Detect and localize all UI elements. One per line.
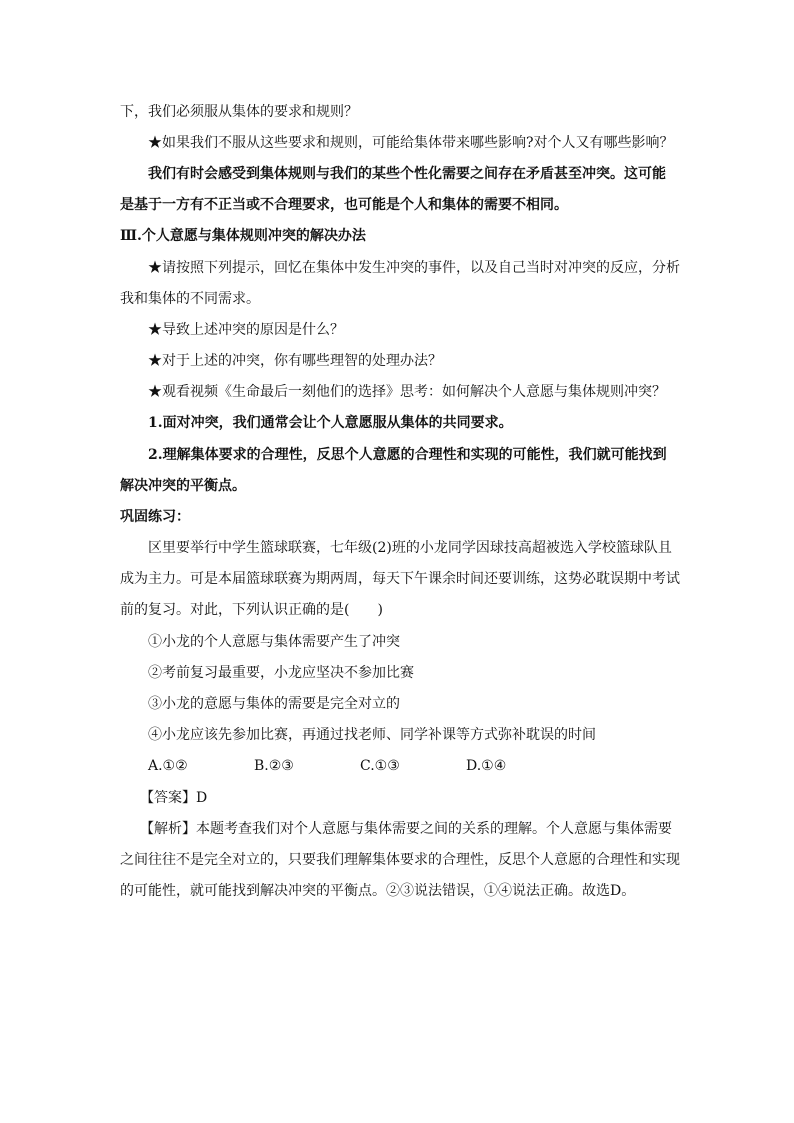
question-stem: 前的复习。对此，下列认识正确的是( ) bbox=[120, 602, 383, 618]
analysis-line: 【解析】本题考查我们对个人意愿与集体需要之间的关系的理解。个人意愿与集体需要 bbox=[140, 821, 672, 837]
question-line: ★请按照下列提示，回忆在集体中发生冲突的事件，以及自己当时对冲突的反应，分析 bbox=[148, 260, 680, 276]
paragraph-line: 下，我们必须服从集体的要求和规则？ bbox=[120, 104, 358, 120]
option-c: C.①③ bbox=[360, 758, 400, 774]
question-stem: 成为主力。可是本届篮球联赛为期两周，每天下午课余时间还要训练，这势必耽误期中考试 bbox=[120, 571, 680, 587]
summary-line: 我们有时会感受到集体规则与我们的某些个性化需要之间存在矛盾甚至冲突。这可能 bbox=[148, 166, 666, 182]
conclusion-line: 解决冲突的平衡点。 bbox=[120, 478, 246, 494]
conclusion-line: 2.理解集体要求的合理性，反思个人意愿的合理性和实现的可能性，我们就可能找到 bbox=[148, 447, 667, 463]
question-line: ★如果我们不服从这些要求和规则，可能给集体带来哪些影响?对个人又有哪些影响？ bbox=[148, 135, 674, 151]
question-line: ★观看视频《生命最后一刻他们的选择》思考：如何解决个人意愿与集体规则冲突？ bbox=[148, 384, 666, 400]
choice-item: ④小龙应该先参加比赛，再通过找老师、同学补课等方式弥补耽误的时间 bbox=[148, 727, 596, 743]
section-heading: Ⅲ.个人意愿与集体规则冲突的解决办法 bbox=[120, 228, 366, 244]
choice-item: ②考前复习最重要，小龙应坚决不参加比赛 bbox=[148, 665, 414, 681]
question-stem: 区里要举行中学生篮球联赛，七年级(2)班的小龙同学因球技高超被选入学校篮球队且 bbox=[148, 540, 672, 556]
analysis-line: 的可能性，就可能找到解决冲突的平衡点。②③说法错误，①④说法正确。故选D。 bbox=[120, 883, 636, 899]
option-b: B.②③ bbox=[254, 758, 294, 774]
choice-item: ①小龙的个人意愿与集体需要产生了冲突 bbox=[148, 634, 400, 650]
answer-line: 【答案】D bbox=[140, 790, 208, 806]
answer-options bbox=[148, 756, 708, 776]
option-d: D.①④ bbox=[466, 758, 507, 774]
option-a: A.①② bbox=[148, 758, 188, 774]
question-line: 我和集体的不同需求。 bbox=[120, 291, 260, 307]
summary-line: 是基于一方有不正当或不合理要求，也可能是个人和集体的需要不相同。 bbox=[120, 197, 568, 213]
question-line: ★导致上述冲突的原因是什么？ bbox=[148, 322, 344, 338]
practice-heading: 巩固练习： bbox=[120, 509, 190, 525]
analysis-line: 之间往往不是完全对立的，只要我们理解集体要求的合理性，反思个人意愿的合理性和实现 bbox=[120, 852, 680, 868]
question-line: ★对于上述的冲突，你有哪些理智的处理办法？ bbox=[148, 353, 442, 369]
choice-item: ③小龙的意愿与集体的需要是完全对立的 bbox=[148, 696, 400, 712]
conclusion-line: 1.面对冲突，我们通常会让个人意愿服从集体的共同要求。 bbox=[148, 415, 513, 431]
